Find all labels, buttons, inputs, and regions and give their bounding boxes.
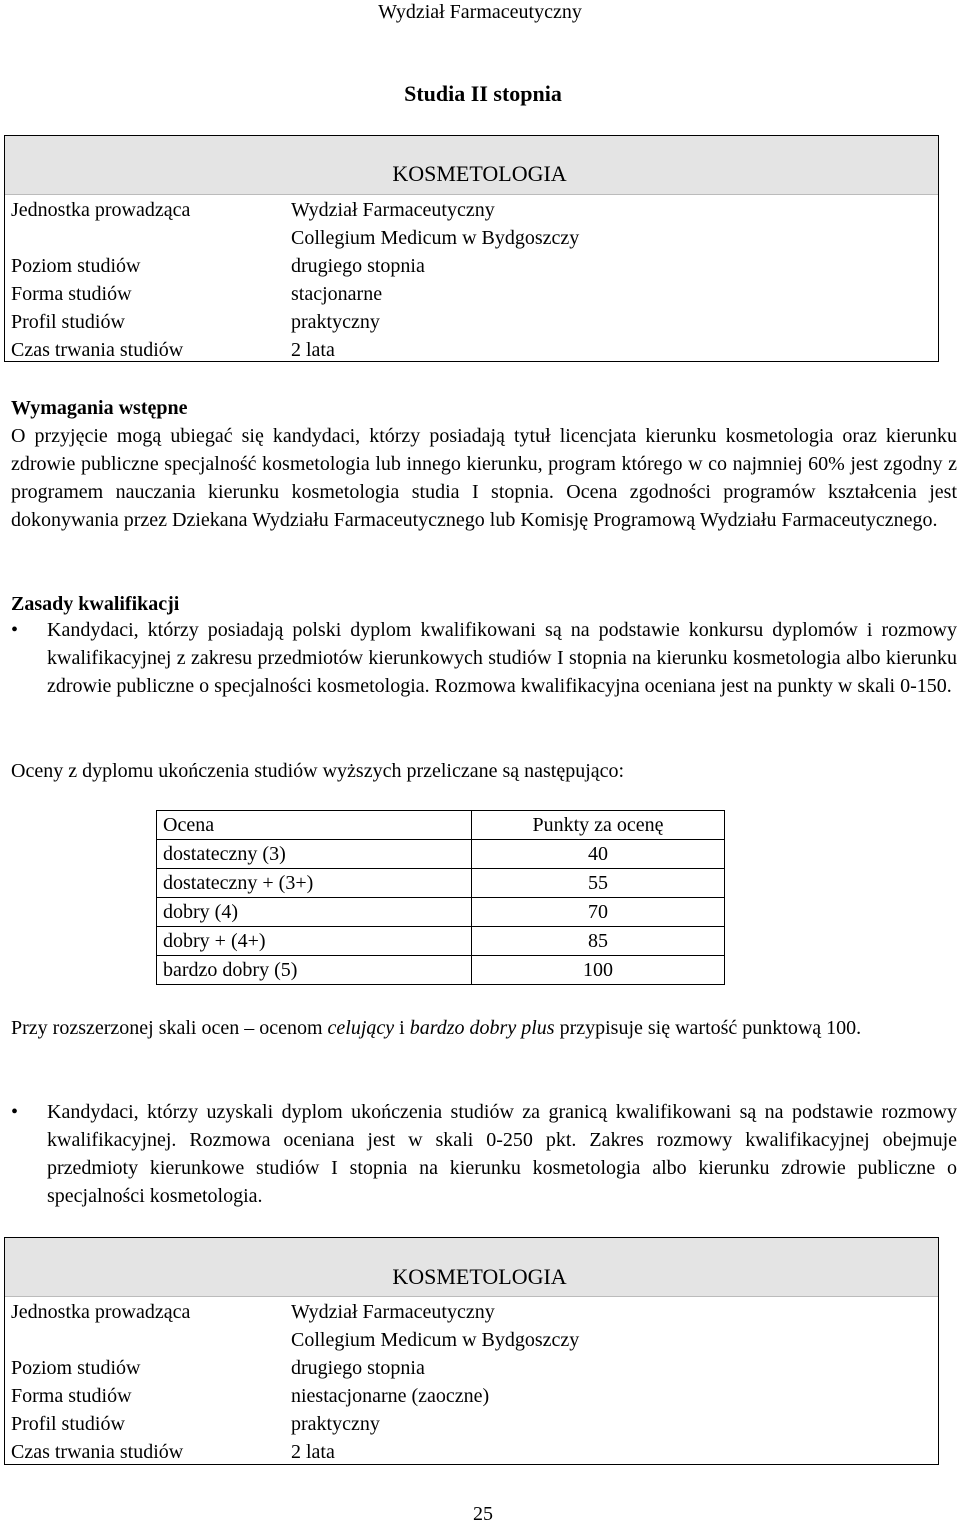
info-label: Jednostka prowadząca xyxy=(11,1301,191,1323)
points-cell: 70 xyxy=(472,898,725,927)
info-value: 2 lata xyxy=(291,339,335,361)
info-box-title: KOSMETOLOGIA xyxy=(392,161,567,186)
info-value: Wydział Farmaceutyczny xyxy=(291,199,495,221)
grade-cell: bardzo dobry (5) xyxy=(157,956,472,985)
page-number: 25 xyxy=(473,1503,493,1525)
table-row xyxy=(157,956,725,985)
info-value: niestacjonarne (zaoczne) xyxy=(291,1385,490,1407)
points-cell: 100 xyxy=(472,956,725,985)
info-label: Poziom studiów xyxy=(11,1357,141,1379)
table-row xyxy=(157,927,725,956)
info-value: praktyczny xyxy=(291,311,380,333)
info-value: 2 lata xyxy=(291,1441,335,1463)
extended-scale-mid: i xyxy=(394,1017,410,1039)
extended-scale-post: przypisuje się wartość punktową 100. xyxy=(554,1017,862,1039)
bullet-text: Kandydaci, którzy posiadają polski dyplom kwalifikowani są na podstawie konkursu dyplomów i rozmowy kwalifikacyjnej z zakresu przedmiotów kierunkowych studiów I stopnia na kierunku kosmetologia albo kierunku zdrowie publiczne o specjalności kosmetologia. Rozmowa kwalifikacyjna oceniana jest na punkty w skali 0-150. xyxy=(47,619,957,697)
info-value: Collegium Medicum w Bydgoszczy xyxy=(291,227,580,249)
grades-intro: Oceny z dyplomu ukończenia studiów wyższych przeliczane są następująco: xyxy=(11,760,625,782)
extended-scale-em1: celujący xyxy=(327,1017,395,1039)
info-row xyxy=(5,336,579,364)
info-row xyxy=(5,280,579,308)
grade-cell: dostateczny + (3+) xyxy=(157,869,472,898)
bullet-icon: • xyxy=(11,619,19,641)
bullet-text: Kandydaci, którzy uzyskali dyplom ukończenia studiów za granicą kwalifikowani są na podstawie rozmowy kwalifikacyjnej. Rozmowa oceniana jest w skali 0-250 pkt. Zakres rozmowy kwalifikacyjnej obejmuje przedmioty kierunkowe studiów I stopnia na kierunku kosmetologia albo kierunku zdrowie publiczne o specjalności kosmetologia. xyxy=(47,1101,957,1207)
grade-cell: dobry + (4+) xyxy=(157,927,472,956)
extended-scale-pre: Przy rozszerzonej skali ocen – ocenom xyxy=(11,1017,328,1039)
info-value: drugiego stopnia xyxy=(291,1357,425,1379)
info-value: Wydział Farmaceutyczny xyxy=(291,1301,495,1323)
grades-header-row xyxy=(157,811,725,840)
info-box-title: KOSMETOLOGIA xyxy=(392,1264,567,1289)
extended-scale-note xyxy=(11,1014,957,1042)
info-box-table xyxy=(5,1298,579,1466)
points-cell: 55 xyxy=(472,869,725,898)
info-row xyxy=(5,1438,579,1466)
requirements-heading: Wymagania wstępne xyxy=(11,397,188,419)
bullet-item-foreign xyxy=(11,1098,957,1210)
info-row xyxy=(5,224,579,252)
grade-cell: dostateczny (3) xyxy=(157,840,472,869)
info-label xyxy=(5,1326,291,1354)
page-subtitle: Studia II stopnia xyxy=(404,81,562,106)
extended-scale-em2: bardzo dobry plus xyxy=(409,1017,555,1039)
qualification-heading: Zasady kwalifikacji xyxy=(11,593,180,615)
info-value: Collegium Medicum w Bydgoszczy xyxy=(291,1329,580,1351)
grades-table xyxy=(156,810,725,985)
info-label: Czas trwania studiów xyxy=(11,1441,184,1463)
info-box-stacjonarne xyxy=(4,135,939,362)
info-row xyxy=(5,1354,579,1382)
grade-cell: dobry (4) xyxy=(157,898,472,927)
info-value: drugiego stopnia xyxy=(291,255,425,277)
points-cell: 40 xyxy=(472,840,725,869)
info-label: Profil studiów xyxy=(11,311,125,333)
bullet-item-domestic xyxy=(11,616,957,700)
info-label: Profil studiów xyxy=(11,1413,125,1435)
requirements-text: O przyjęcie mogą ubiegać się kandydaci, którzy posiadają tytuł licencjata kierunku kosmetologia oraz kierunku zdrowie publiczne specjalność kosmetologia lub innego kierunku, program którego w co najmniej 60% jest zgodny z programem nauczania kierunku kosmetologia studia I stopnia. Ocena zgodności programów kształcenia jest dokonywania przez Dziekana Wydziału Farmaceutycznego lub Komisję Programową Wydziału Farmaceutycznego. xyxy=(11,425,957,531)
info-row xyxy=(5,196,579,224)
points-cell: 85 xyxy=(472,927,725,956)
page-header: Wydział Farmaceutyczny xyxy=(378,1,582,23)
grades-header-points: Punkty za ocenę xyxy=(472,811,725,840)
table-row xyxy=(157,840,725,869)
info-label: Forma studiów xyxy=(11,1385,132,1407)
info-row xyxy=(5,1382,579,1410)
info-label: Jednostka prowadząca xyxy=(11,199,191,221)
info-label: Poziom studiów xyxy=(11,255,141,277)
info-row xyxy=(5,1298,579,1326)
info-value: stacjonarne xyxy=(291,283,383,305)
table-row xyxy=(157,869,725,898)
info-row xyxy=(5,252,579,280)
info-row xyxy=(5,308,579,336)
bullet-icon: • xyxy=(11,1101,19,1123)
info-box-table xyxy=(5,196,579,364)
info-row xyxy=(5,1410,579,1438)
info-label: Czas trwania studiów xyxy=(11,339,184,361)
grades-header-grade: Ocena xyxy=(157,811,472,840)
info-label: Forma studiów xyxy=(11,283,132,305)
info-value: praktyczny xyxy=(291,1413,380,1435)
info-row xyxy=(5,1326,579,1354)
info-box-niestacjonarne xyxy=(4,1237,939,1465)
table-row xyxy=(157,898,725,927)
info-label xyxy=(5,224,291,252)
